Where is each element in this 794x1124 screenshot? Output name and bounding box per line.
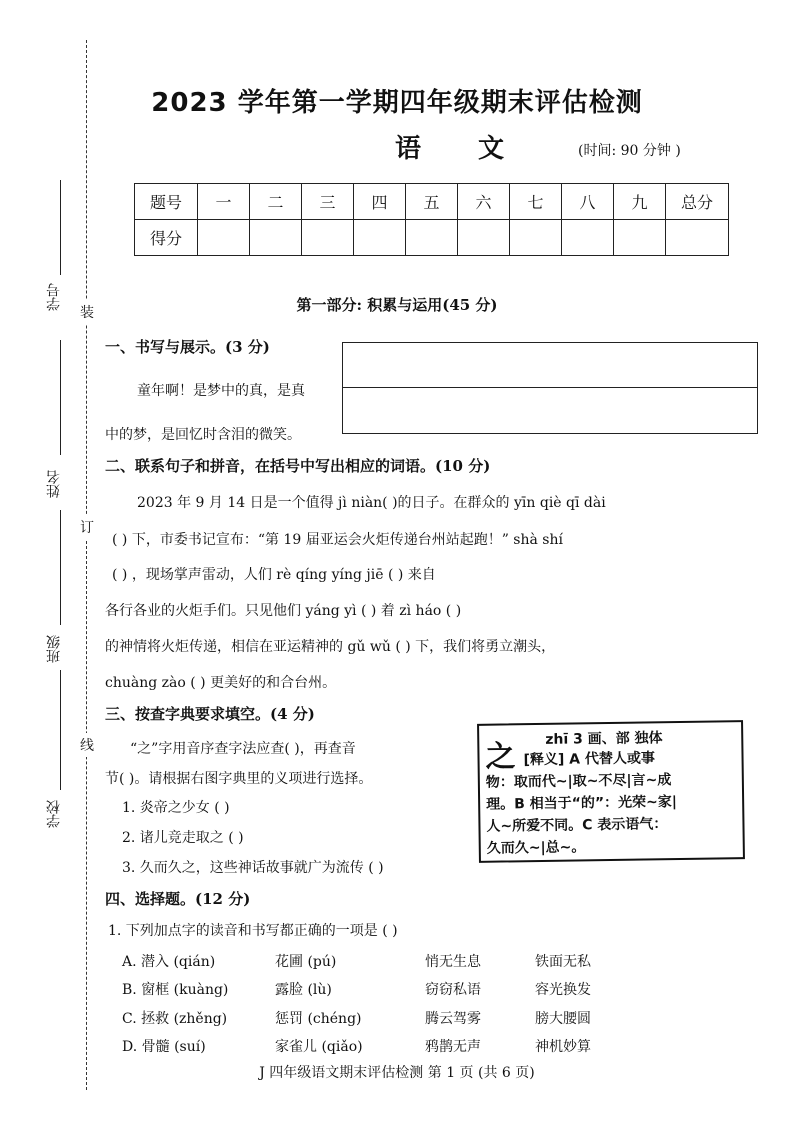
dictionary-line: 人~所爱不同。C 表示语气： [486,816,668,835]
name-label: 姓名 [46,470,62,498]
option-d-2: 家雀儿 (qiǎo) [275,1039,363,1055]
score-col-3: 三 [302,184,354,220]
score-cell[interactable] [354,220,406,256]
dictionary-line: zhī 3 画、部 独体 [545,730,663,748]
option-b-3: 窃窃私语 [425,982,481,998]
binding-mark-ding: 订 [80,515,94,539]
part1-title: 第一部分: 积累与运用(45 分) [296,296,498,314]
binding-dashed-line [86,40,87,1090]
dictionary-line: 久而久~|总~。 [486,839,586,857]
q1-title: 一、书写与展示。(3 分) [105,338,270,356]
q1-line2: 中的梦，是回忆时含泪的微笑。 [105,427,301,443]
score-cell[interactable] [614,220,666,256]
dictionary-line: [释义] A 代替人或事 [523,750,656,769]
q3-item[interactable]: 3. 久而久之，这些神话故事就广为流传 ( ) [122,860,384,876]
student-id-field[interactable] [60,180,61,275]
binding-mark-xian: 线 [80,733,94,757]
q2-line[interactable]: 2023 年 9 月 14 日是一个值得 jì niàn( )的日子。在群众的 yīn qiè qī dài [137,495,606,511]
exam-time: (时间: 90 分钟 ) [578,143,681,159]
student-id-label: 学号 [46,283,62,311]
q2-line[interactable]: chuàng zào ( ) 更美好的和合台州。 [105,675,337,691]
dictionary-entry-box [477,720,745,863]
option-b-1[interactable]: B. 窗框 (kuàng) [122,982,229,998]
score-cell[interactable] [406,220,458,256]
score-col-4: 四 [354,184,406,220]
class-label: 班级 [46,635,62,663]
q1-line1: 童年啊！是梦中的真，是真 [137,383,305,399]
option-a-2: 花圃 (pú) [275,954,337,970]
option-c-1[interactable]: C. 拯救 (zhěng) [122,1011,228,1027]
q4-1-stem[interactable]: 1. 下列加点字的读音和书写都正确的一项是 ( ) [108,923,398,939]
q3-line2[interactable]: 节( )。请根据右图字典里的义项进行选择。 [105,771,373,787]
score-col-total: 总分 [666,184,729,220]
q3-title: 三、按查字典要求填空。(4 分) [105,705,315,723]
school-field[interactable] [60,670,61,790]
score-col-1: 一 [198,184,250,220]
score-col-7: 七 [510,184,562,220]
option-b-2: 露脸 (lù) [275,982,332,998]
score-col-8: 八 [562,184,614,220]
option-d-3: 鸦鹊无声 [425,1039,481,1055]
handwriting-box-divider [343,387,757,388]
option-b-4: 容光换发 [535,982,591,998]
q3-line1[interactable]: “之”字用音序查字法应查( )，再查音 [130,741,356,757]
score-table-score-row [135,220,729,256]
score-cell[interactable] [302,220,354,256]
score-col-5: 五 [406,184,458,220]
option-a-1[interactable]: A. 潜入 (qián) [122,954,216,970]
option-d-1[interactable]: D. 骨髓 (suí) [122,1039,206,1055]
score-cell[interactable] [458,220,510,256]
option-c-3: 腾云驾雾 [425,1011,481,1027]
score-table-row1-label: 题号 [135,184,198,220]
option-c-2: 惩罚 (chéng) [275,1011,362,1027]
school-label: 学校 [46,800,62,828]
score-cell[interactable] [562,220,614,256]
subject-title: 语 文 [395,134,529,164]
binding-mark-zhuang: 装 [80,300,94,324]
dictionary-line: 理。B 相当于“的”：光荣~家| [486,794,678,813]
q2-title: 二、联系句子和拼音，在括号中写出相应的词语。(10 分) [105,457,491,475]
score-col-6: 六 [458,184,510,220]
score-col-9: 九 [614,184,666,220]
q3-item[interactable]: 2. 诸儿竞走取之 ( ) [122,830,244,846]
score-cell[interactable] [198,220,250,256]
option-a-4: 铁面无私 [535,954,591,970]
class-field[interactable] [60,510,61,625]
score-cell[interactable] [510,220,562,256]
score-table-header-row [135,184,729,220]
dictionary-char: 之 [485,739,516,775]
option-a-3: 悄无生息 [425,954,481,970]
q4-title: 四、选择题。(12 分) [105,890,251,908]
name-field[interactable] [60,340,61,455]
page-footer: J 四年级语文期末评估检测 第 1 页 (共 6 页) [259,1065,535,1081]
score-cell[interactable] [666,220,729,256]
score-col-2: 二 [250,184,302,220]
option-d-4: 神机妙算 [535,1039,591,1055]
q3-item[interactable]: 1. 炎帝之少女 ( ) [122,800,230,816]
score-table [134,183,729,256]
option-c-4: 膀大腰圆 [535,1011,591,1027]
score-table-row2-label: 得分 [135,220,198,256]
score-cell[interactable] [250,220,302,256]
dictionary-line: 物：取而代~|取~不尽|言~成 [485,772,672,791]
q2-line[interactable]: 各行各业的火炬手们。只见他们 yáng yì ( ) 着 zì háo ( ) [105,603,462,619]
exam-title: 2023 学年第一学期四年级期末评估检测 [151,88,643,118]
q2-line[interactable]: 的神情将火炬传递，相信在亚运精神的 gǔ wǔ ( ) 下，我们将勇立潮头， [105,639,556,655]
q2-line[interactable]: ( ) ，现场掌声雷动，人们 rè qíng yíng jiē ( ) 来自 [112,567,436,583]
handwriting-box[interactable] [342,342,758,434]
q2-line[interactable]: ( ) 下，市委书记宣布：“第 19 届亚运会火炬传递台州站起跑！” shà shí [112,532,563,548]
